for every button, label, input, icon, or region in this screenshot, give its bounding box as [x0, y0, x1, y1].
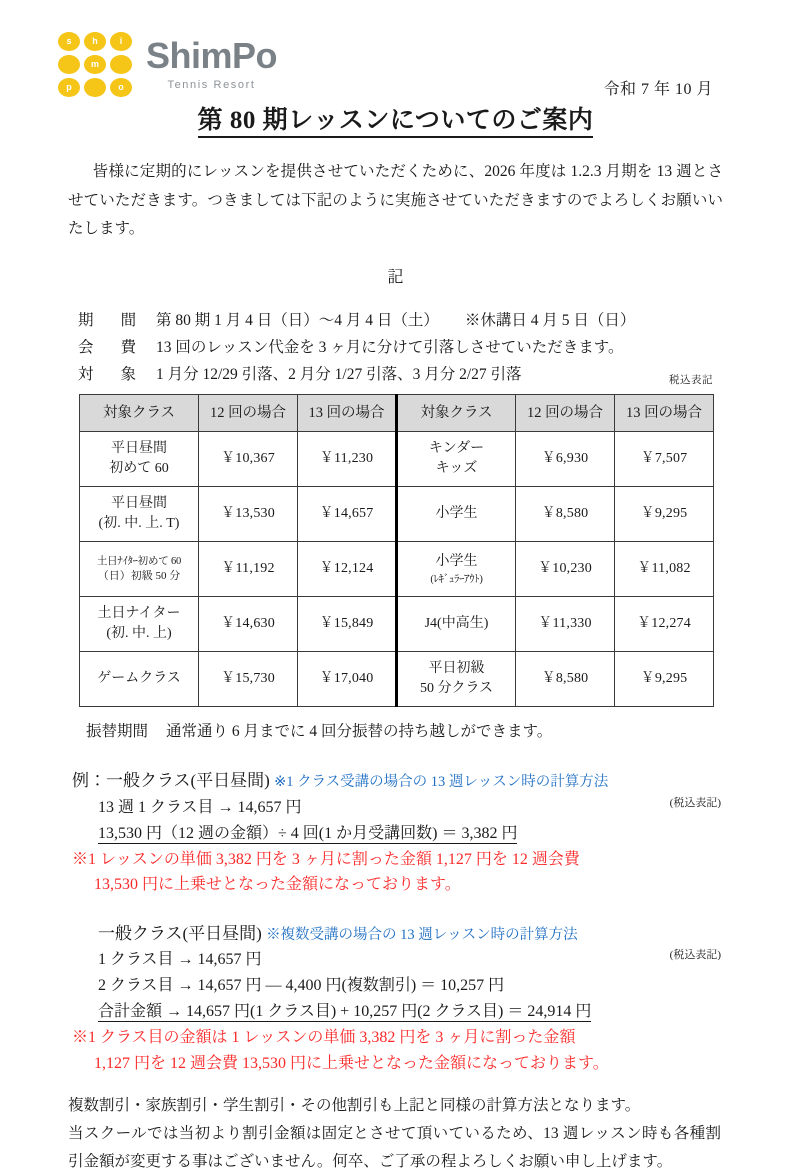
logo-dot-p: p: [58, 78, 80, 97]
example-block-single: [0, 767, 791, 898]
logo-dot-o: o: [110, 78, 132, 97]
logo-dot-blank-1: [58, 55, 80, 74]
row2-left-class-l2: （日）初級 50 分: [97, 570, 181, 583]
col-header-12-right: 12 回の場合: [516, 395, 615, 432]
row4-right-class: [397, 652, 516, 707]
table-row: [80, 542, 714, 597]
example1-tax-tag: (税込表記): [669, 796, 721, 809]
row2-right-class-l1: 小学生: [435, 553, 478, 569]
row0-right-12: ￥6,930: [516, 432, 615, 487]
logo-text-block: [146, 32, 277, 91]
row3-right-12: ￥11,330: [516, 597, 615, 652]
row2-left-class: [80, 542, 199, 597]
example1-line1: 13 週 1 クラス目 → 14,657 円: [98, 798, 302, 816]
row1-right-class-l1: 小学生: [435, 506, 478, 522]
row2-right-13: ￥11,082: [615, 542, 714, 597]
furikae-value: 通常通り 6 月までに 4 回分振替の持ち越しができます。: [166, 723, 553, 741]
info-label-period: 期 間: [78, 312, 148, 330]
logo-dot-s: s: [58, 32, 80, 51]
row1-left-12: ￥13,530: [199, 487, 298, 542]
row1-left-class-l1: 平日昼間: [111, 496, 167, 512]
info-row-target: [0, 361, 791, 388]
row4-right-class-l2: 50 分クラス: [419, 681, 494, 697]
row1-right-class: [397, 487, 516, 542]
logo-dot-blank-3: [84, 78, 106, 97]
era-date: 令和 7 年 10 月: [603, 81, 713, 98]
example1-heading: 例：一般クラス(平日昼間): [72, 771, 270, 791]
example2-line1-row: [72, 947, 721, 973]
col-header-12-left: 12 回の場合: [199, 395, 298, 432]
info-value-target: 1 月分 12/29 引落、2 月分 1/27 引落、3 月分 2/27 引落: [156, 366, 522, 384]
row0-right-class-l2: キッズ: [435, 461, 478, 477]
closing-line2: 当スクールでは当初より割引金額は固定とさせて頂いているため、13 週レッスン時も各種割引金額が変更する事はございません。何卒、ご了承の程よろしくお願い申し上げます。: [68, 1124, 721, 1170]
table-row: [80, 597, 714, 652]
example2-line3: 合計金額 → 14,657 円(1 クラス目) + 10,257 円(2 クラス目) ＝ 24,914 円: [98, 1003, 592, 1021]
row4-left-12: ￥15,730: [199, 652, 298, 707]
period-note-text: ※休講日 4 月 5 日（日）: [464, 312, 636, 330]
logo-dot-blank-2: [110, 55, 132, 74]
row1-left-13: ￥14,657: [298, 487, 397, 542]
row2-right-12: ￥10,230: [516, 542, 615, 597]
example2-heading-row: [72, 920, 721, 948]
row4-left-13: ￥17,040: [298, 652, 397, 707]
col-header-class-left: 対象クラス: [80, 395, 199, 432]
closing-line1: 複数割引・家族割引・学生割引・その他割引も上記と同様の計算方法となります。: [68, 1097, 641, 1115]
row3-left-class: [80, 597, 199, 652]
logo-wordmark: ShimPo: [146, 35, 278, 76]
logo-dot-m: m: [84, 55, 106, 74]
row4-right-12: ￥8,580: [516, 652, 615, 707]
tax-note-above-table: 税込表記: [669, 375, 713, 387]
info-label-target: 対 象: [78, 366, 148, 384]
row2-right-class-l2: (ﾚｷﾞｭﾗｰｱｳﾄ): [430, 573, 483, 585]
logo-tagline: Tennis Resort: [167, 79, 256, 91]
row1-left-class: [80, 487, 199, 542]
col-header-13-left: 13 回の場合: [298, 395, 397, 432]
ki-marker: 記: [387, 269, 404, 287]
example2-line1: 1 クラス目 → 14,657 円: [98, 951, 262, 969]
example2-line2-row: [72, 973, 721, 999]
example2-heading: 一般クラス(平日昼間): [98, 923, 262, 943]
row2-left-class-l1: 土日ﾅｲﾀｰ初めて 60: [96, 555, 182, 567]
row1-right-13: ￥9,295: [615, 487, 714, 542]
row4-right-13: ￥9,295: [615, 652, 714, 707]
page-title-text: 第 80 期レッスンについてのご案内: [198, 107, 594, 138]
logo-dot-i: i: [110, 32, 132, 51]
example1-heading-row: [72, 767, 721, 795]
price-table-wrap: [79, 394, 713, 707]
example2-line2: 2 クラス目 → 14,657 円 ― 4,400 円(複数割引) ＝ 10,257 円: [98, 977, 505, 995]
table-row: [80, 432, 714, 487]
price-table: [79, 394, 714, 707]
example1-note: ※1 クラス受講の場合の 13 週レッスン時の計算方法: [274, 774, 609, 791]
example2-red-line1: ※1 クラス目の金額は 1 レッスンの単価 3,382 円を 3 ヶ月に割った金額: [72, 1029, 576, 1047]
example2-note: ※複数受講の場合の 13 週レッスン時の計算方法: [266, 926, 578, 943]
info-label-fee: 会 費: [78, 339, 148, 357]
info-value-fee: 13 回のレッスン代金を 3 ヶ月に分けて引落しさせていただきます。: [156, 339, 624, 357]
col-header-13-right: 13 回の場合: [615, 395, 714, 432]
col-header-class-right: 対象クラス: [397, 395, 516, 432]
row4-left-class-l1: ゲームクラス: [97, 671, 181, 687]
example1-red-note: [72, 847, 721, 898]
row3-left-class-l2: (初. 中. 上): [106, 626, 172, 642]
furikae-label: 振替期間: [86, 723, 149, 741]
example1-red-line2: 13,530 円に上乗せとなった金額になっております。: [94, 876, 461, 894]
table-row: [80, 652, 714, 707]
info-value-period: [156, 307, 791, 334]
row2-right-class: [397, 542, 516, 597]
example1-red-line1: ※1 レッスンの単価 3,382 円を 3 ヶ月に割った金額 1,127 円を 12 週会費: [72, 850, 580, 868]
row0-right-class-l1: キンダー: [428, 441, 485, 457]
row0-left-12: ￥10,367: [199, 432, 298, 487]
row2-left-13: ￥12,124: [298, 542, 397, 597]
example2-tax-tag: (税込表記): [669, 949, 721, 962]
page-title: [0, 100, 791, 136]
row0-left-class: [80, 432, 199, 487]
table-header-row: [80, 395, 714, 432]
furikae-row: [0, 719, 791, 741]
row0-left-class-l1: 平日昼間: [111, 441, 167, 457]
info-row-fee: [0, 334, 791, 361]
intro-paragraph: 皆様に定期的にレッスンを提供させていただくために、2026 年度は 1.2.3 月期を 13 週とさせていただきます。つきましては下記のように実施させていただきますのでよろしくお願いいたします。: [68, 163, 723, 238]
row1-right-12: ￥8,580: [516, 487, 615, 542]
example2-line3-row: [72, 999, 721, 1025]
example-block-multi: [0, 920, 791, 1076]
row0-right-13: ￥7,507: [615, 432, 714, 487]
period-value-text: 第 80 期 1 月 4 日（日）〜4 月 4 日（土）: [156, 312, 439, 330]
row4-right-class-l1: 平日初級: [428, 661, 485, 677]
example1-line2: 13,530 円（12 週の金額）÷ 4 回(1 か月受講回数) ＝ 3,382 円: [98, 824, 518, 842]
info-list: [0, 307, 791, 388]
row3-left-13: ￥15,849: [298, 597, 397, 652]
row3-right-13: ￥12,274: [615, 597, 714, 652]
example2-red-note: [72, 1025, 721, 1076]
shimpo-logo: [58, 32, 277, 99]
document-header: [0, 0, 791, 96]
closing-section: [68, 1092, 721, 1175]
row3-left-class-l1: 土日ナイター: [97, 606, 181, 622]
row1-left-class-l2: (初. 中. 上. T): [98, 516, 180, 532]
row0-right-class: [397, 432, 516, 487]
row0-left-13: ￥11,230: [298, 432, 397, 487]
logo-dot-h: h: [84, 32, 106, 51]
row3-right-class-l1: J4(中高生): [424, 616, 489, 632]
row3-left-12: ￥14,630: [199, 597, 298, 652]
row3-right-class: [397, 597, 516, 652]
example1-line2-row: [72, 821, 721, 847]
info-row-period: [0, 307, 791, 334]
table-row: [80, 487, 714, 542]
row2-left-12: ￥11,192: [199, 542, 298, 597]
row4-left-class: [80, 652, 199, 707]
example2-red-line2: 1,127 円を 12 週会費 13,530 円に上乗せとなった金額になっております。: [94, 1054, 609, 1072]
logo-dot-grid: [58, 32, 134, 99]
row0-left-class-l2: 初めて 60: [109, 461, 169, 477]
example1-line1-row: [72, 795, 721, 821]
